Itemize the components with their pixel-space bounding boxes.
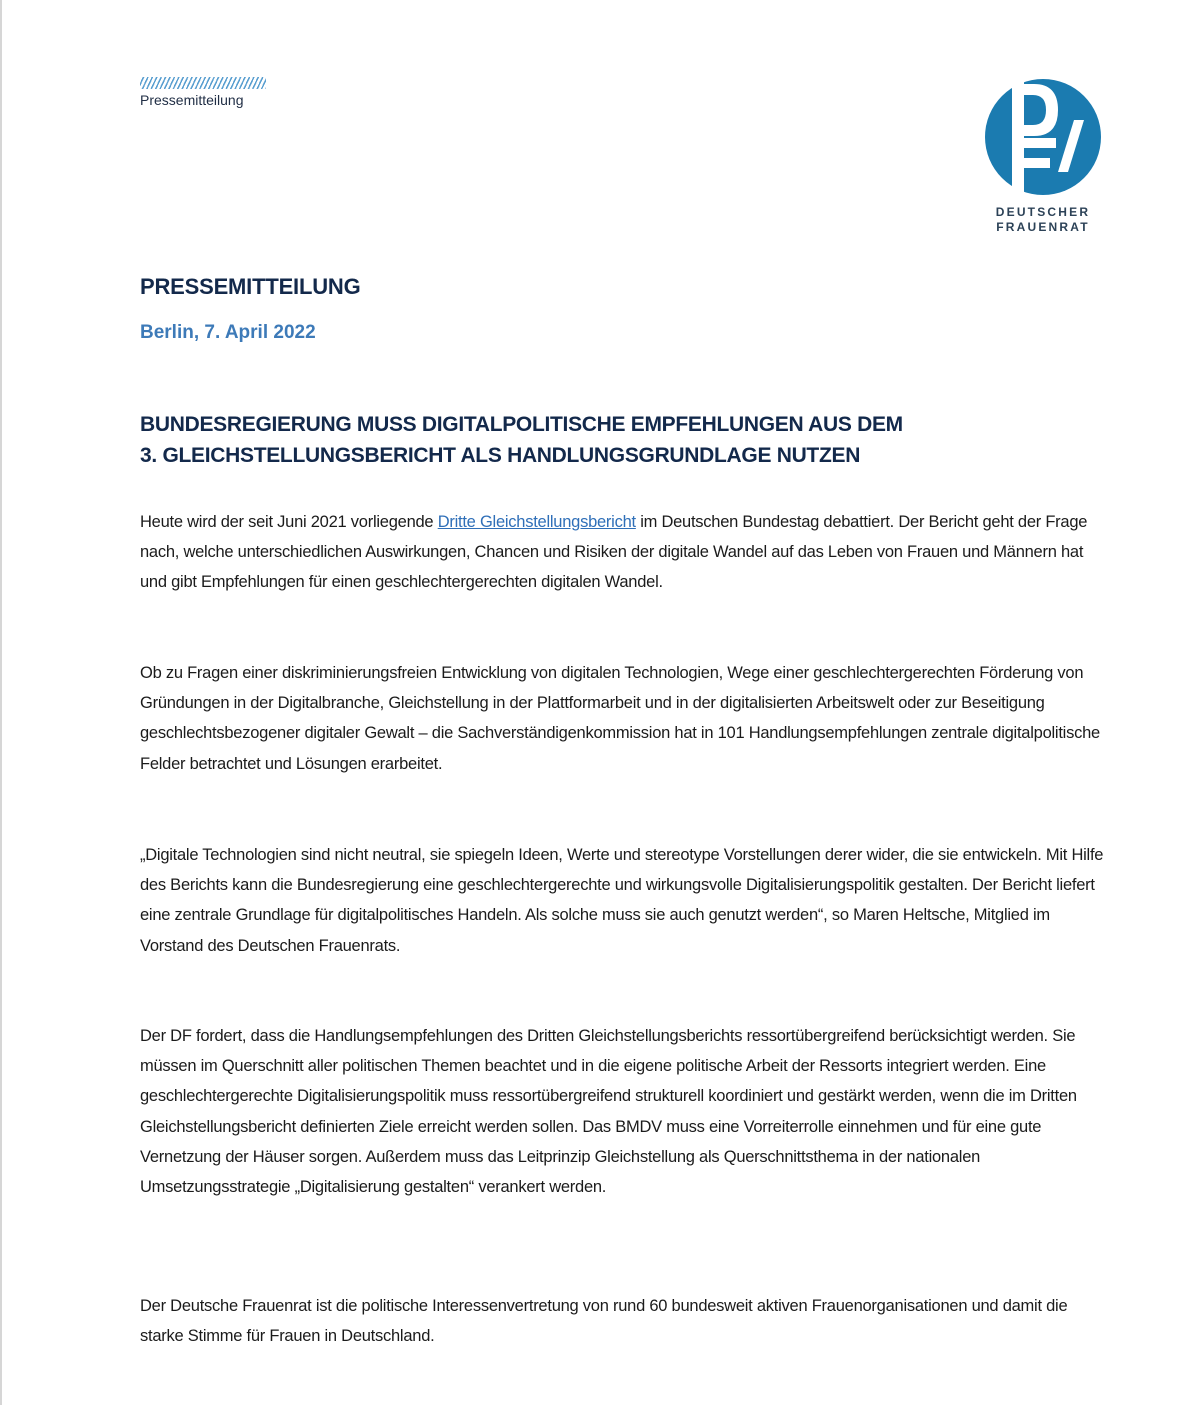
page-edge xyxy=(0,0,2,1405)
document-type-title: PRESSEMITTEILUNG xyxy=(140,274,361,299)
logo-line-1: DEUTSCHER xyxy=(995,205,1091,219)
paragraph-about: Der Deutsche Frauenrat ist die politische Interessenvertretung von rund 60 bundesweit aktiven Frauenorganisationen und damit die starke Stimme für Frauen in Deutschland. xyxy=(140,1297,1068,1346)
paragraph-recommendations: Ob zu Fragen einer diskriminierungsfreien Entwicklung von digitalen Technologien, Wege einer geschlechtergerechten Förderung von Gründungen in der Digitalbranche, Gleichstellung in der Plattformarbeit und in der digitalisierten Arbeitswelt oder zur Beseitigung geschlechtsbezogener digitaler Gewalt – die Sachverständigenkommission hat in 101 Handlungsempfehlungen zentrale digitalpolitische Felder betrachtet und Lösungen erarbeitet. xyxy=(140,664,1100,773)
headline xyxy=(140,409,1060,471)
paragraph-intro xyxy=(140,507,1105,598)
df-logo-icon xyxy=(984,78,1102,196)
header-hatch-decoration xyxy=(140,77,266,89)
gleichstellungsbericht-link[interactable]: Dritte Gleichstellungsbericht xyxy=(437,513,636,531)
paragraph-demands: Der DF fordert, dass die Handlungsempfehlungen des Dritten Gleichstellungsberichts ressortübergreifend berücksichtigt werden. Sie müssen im Querschnitt aller politischen Themen beachtet und in die eigene politische Arbeit der Ressorts integriert werden. Eine geschlechtergerechte Digitalisierungspolitik muss ressortübergreifend strukturell koordiniert und gestärkt werden, wenn die im Dritten Gleichstellungsbericht definierten Ziele erreicht werden sollen. Das BMDV muss eine Vorreiterrolle einnehmen und für eine gute Vernetzung der Häuser sorgen. Außerdem muss das Leitprinzip Gleichstellung als Querschnittsthema in der nationalen Umsetzungsstrategie „Digitalisierung gestalten“ verankert werden. xyxy=(140,1027,1077,1197)
header-label: Pressemitteilung xyxy=(140,92,244,108)
paragraph-quote: „Digitale Technologien sind nicht neutral, sie spiegeln Ideen, Werte und stereotype Vorstellungen derer wider, die sie entwickeln. Mit Hilfe des Berichts kann die Bundesregierung eine geschlechtergerechte und wirkungsvolle Digitalisierungspolitik gestalten. Der Bericht liefert eine zentrale Grundlage für digitalpolitisches Handeln. Als solche muss sie auch genutzt werden“, so Maren Heltsche, Mitglied im Vorstand des Deutschen Frauenrats. xyxy=(140,846,1104,955)
headline-line-1: BUNDESREGIERUNG MUSS DIGITALPOLITISCHE EMPFEHLUNGEN AUS DEM xyxy=(140,413,903,436)
logo-line-2: FRAUENRAT xyxy=(996,220,1090,234)
paragraph-intro-after-link: im Deutschen Bundestag debattiert. Der Bericht geht der Frage nach, welche unterschiedlichen Auswirkungen, Chancen und Risiken der digitale Wandel auf das Leben von Frauen und Männern hat und gibt Empfehlungen für einen geschlechtergerechten digitalen Wandel. xyxy=(140,513,1088,592)
logo-wordmark xyxy=(984,205,1102,235)
headline-line-2: 3. GLEICHSTELLUNGSBERICHT ALS HANDLUNGSGRUNDLAGE NUTZEN xyxy=(140,444,861,467)
date-line: Berlin, 7. April 2022 xyxy=(140,322,316,343)
deutscher-frauenrat-logo xyxy=(984,78,1102,235)
paragraph-intro-before-link: Heute wird der seit Juni 2021 vorliegende xyxy=(140,513,438,531)
